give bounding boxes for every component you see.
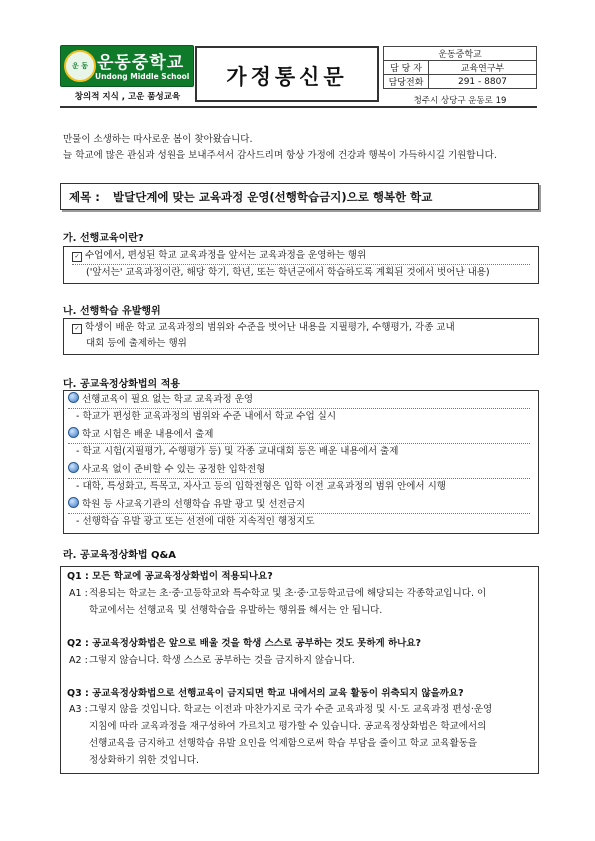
section-na-line-1: ✓ 학생이 배운 학교 교육과정의 범위와 수준을 벗어난 내용을 지필평가, 수행평가, 각종 교내 xyxy=(72,320,455,336)
logo-school-name: 운동중학교 xyxy=(97,53,185,73)
bullet-icon xyxy=(68,497,79,508)
section-ga-box xyxy=(63,246,539,284)
info-school: 운동중학교 xyxy=(384,47,537,61)
q3-question: Q3 : 공교육정상화법으로 선행교육이 금지되면 학교 내에서의 교육 활동이 위축되지 않을까요? xyxy=(67,688,464,699)
section-ga-line-1: ✓ 수업에서, 편성된 학교 교육과정을 앞서는 교육과정을 운영하는 행위 xyxy=(72,248,366,264)
info-value-manager: 교육연구부 xyxy=(429,61,537,75)
bullet-icon xyxy=(68,462,79,473)
header-divider xyxy=(60,106,537,108)
a2-label: A2 : xyxy=(69,655,88,666)
a3-line-4: 정상화하기 위한 것입니다. xyxy=(89,755,200,766)
da-item-2-sub: - 학교 시험(지필평가, 수행평가 등) 및 각종 교내대회 등은 배운 내용에서 출제 xyxy=(76,446,399,457)
section-ra-title: 라. 공교육정상화법 Q&A xyxy=(63,550,177,561)
q1-question: Q1 : 모든 학교에 공교육정상화법이 적용되나요? xyxy=(67,571,273,582)
emblem-text: 운 동 xyxy=(72,62,88,70)
section-ga-title: 가. 선행교육이란? xyxy=(63,233,144,244)
da-item-2-head: 학교 시험은 배운 내용에서 출제 xyxy=(68,427,213,443)
section-na-line-2: 대회 등에 출제하는 행위 xyxy=(86,338,187,349)
info-label-manager: 담 당 자 xyxy=(384,61,429,75)
a3-label: A3 : xyxy=(69,704,88,715)
section-na-title: 나. 선행학습 유발행위 xyxy=(63,306,161,317)
bullet-icon xyxy=(68,427,79,438)
intro-line-2: 늘 학교에 많은 관심과 성원을 보내주셔서 감사드리며 항상 가정에 건강과 행복이 가득하시길 기원합니다. xyxy=(63,150,497,161)
a1-label: A1 : xyxy=(69,588,88,599)
school-address: 청주시 상당구 운동로 19 xyxy=(413,96,507,106)
info-label-phone: 담당전화 xyxy=(384,75,429,89)
page-title: 가정통신문 xyxy=(226,65,348,89)
checkbox-icon: ✓ xyxy=(72,324,82,334)
section-da-box xyxy=(63,390,539,534)
bullet-icon xyxy=(68,392,79,403)
title-box xyxy=(195,46,379,102)
subject-box xyxy=(60,183,539,210)
da-item-1-sub: - 학교가 편성한 교육과정의 범위와 수준 내에서 학교 수업 실시 xyxy=(76,411,337,422)
q2-question: Q2 : 공교육정상화법은 앞으로 배울 것을 학생 스스로 공부하는 것도 못하게 하나요? xyxy=(67,638,422,649)
school-motto: 창의적 지식 , 고운 품성교육 xyxy=(74,92,181,102)
da-item-4-sub: - 선행학습 유발 광고 또는 선전에 대한 지속적인 행정지도 xyxy=(76,516,315,527)
da-item-3-head: 사교육 없이 준비할 수 있는 공정한 입학전형 xyxy=(68,462,265,478)
section-ra-box xyxy=(60,566,539,774)
subject-text: 발달단계에 맞는 교육과정 운영(선행학습금지)으로 행복한 학교 xyxy=(113,190,433,204)
subject-label: 제목 : xyxy=(69,190,100,204)
a1-line-2: 학교에서는 선행교육 및 선행학습을 유발하는 행위를 해서는 안 됩니다. xyxy=(89,605,383,616)
a3-line-2: 지침에 따라 교육과정을 재구성하여 가르치고 평가할 수 있습니다. 공교육정상화법은 학교에서의 xyxy=(89,721,487,732)
a3-line-3: 선행교육을 금지하고 선행학습 유발 요인을 억제함으로써 학습 부담을 줄이고 학교 교육활동을 xyxy=(89,738,478,749)
da-item-3-sub: - 대학, 특성화고, 특목고, 자사고 등의 입학전형은 입학 이전 교육과정의 범위 안에서 시행 xyxy=(76,481,446,492)
section-da-title: 다. 공교육정상화법의 적용 xyxy=(63,379,181,390)
a1-line-1: 적용되는 학교는 초·중·고등학교와 특수학교 및 초·중·고등학교급에 해당되는 각종학교입니다. 이 xyxy=(89,588,487,599)
school-emblem xyxy=(64,50,96,82)
a3-line-1: 그렇지 않을 것입니다. 학교는 이전과 마찬가지로 국가 수준 교육과정 및 시·도 교육과정 편성·운영 xyxy=(89,704,493,715)
a2-line-1: 그렇지 않습니다. 학생 스스로 공부하는 것을 금지하지 않습니다. xyxy=(89,655,355,666)
checkbox-icon: ✓ xyxy=(72,252,82,262)
info-table xyxy=(383,46,537,89)
info-value-phone: 291 - 8807 xyxy=(429,75,537,89)
logo-school-name-en: Undong Middle School xyxy=(95,72,190,81)
intro-line-1: 만물이 소생하는 따사로운 봄이 찾아왔습니다. xyxy=(63,134,253,145)
da-item-4-head: 학원 등 사교육기관의 선행학습 유발 광고 및 선전금지 xyxy=(68,497,305,513)
school-logo xyxy=(60,45,194,87)
da-item-1-head: 선행교육이 필요 없는 학교 교육과정 운영 xyxy=(68,392,253,408)
section-na-box xyxy=(63,318,539,355)
section-ga-line-2: ('앞서는' 교육과정이란, 해당 학기, 학년, 또는 학년군에서 학습하도록 계획된 것에서 벗어난 내용) xyxy=(86,267,490,278)
